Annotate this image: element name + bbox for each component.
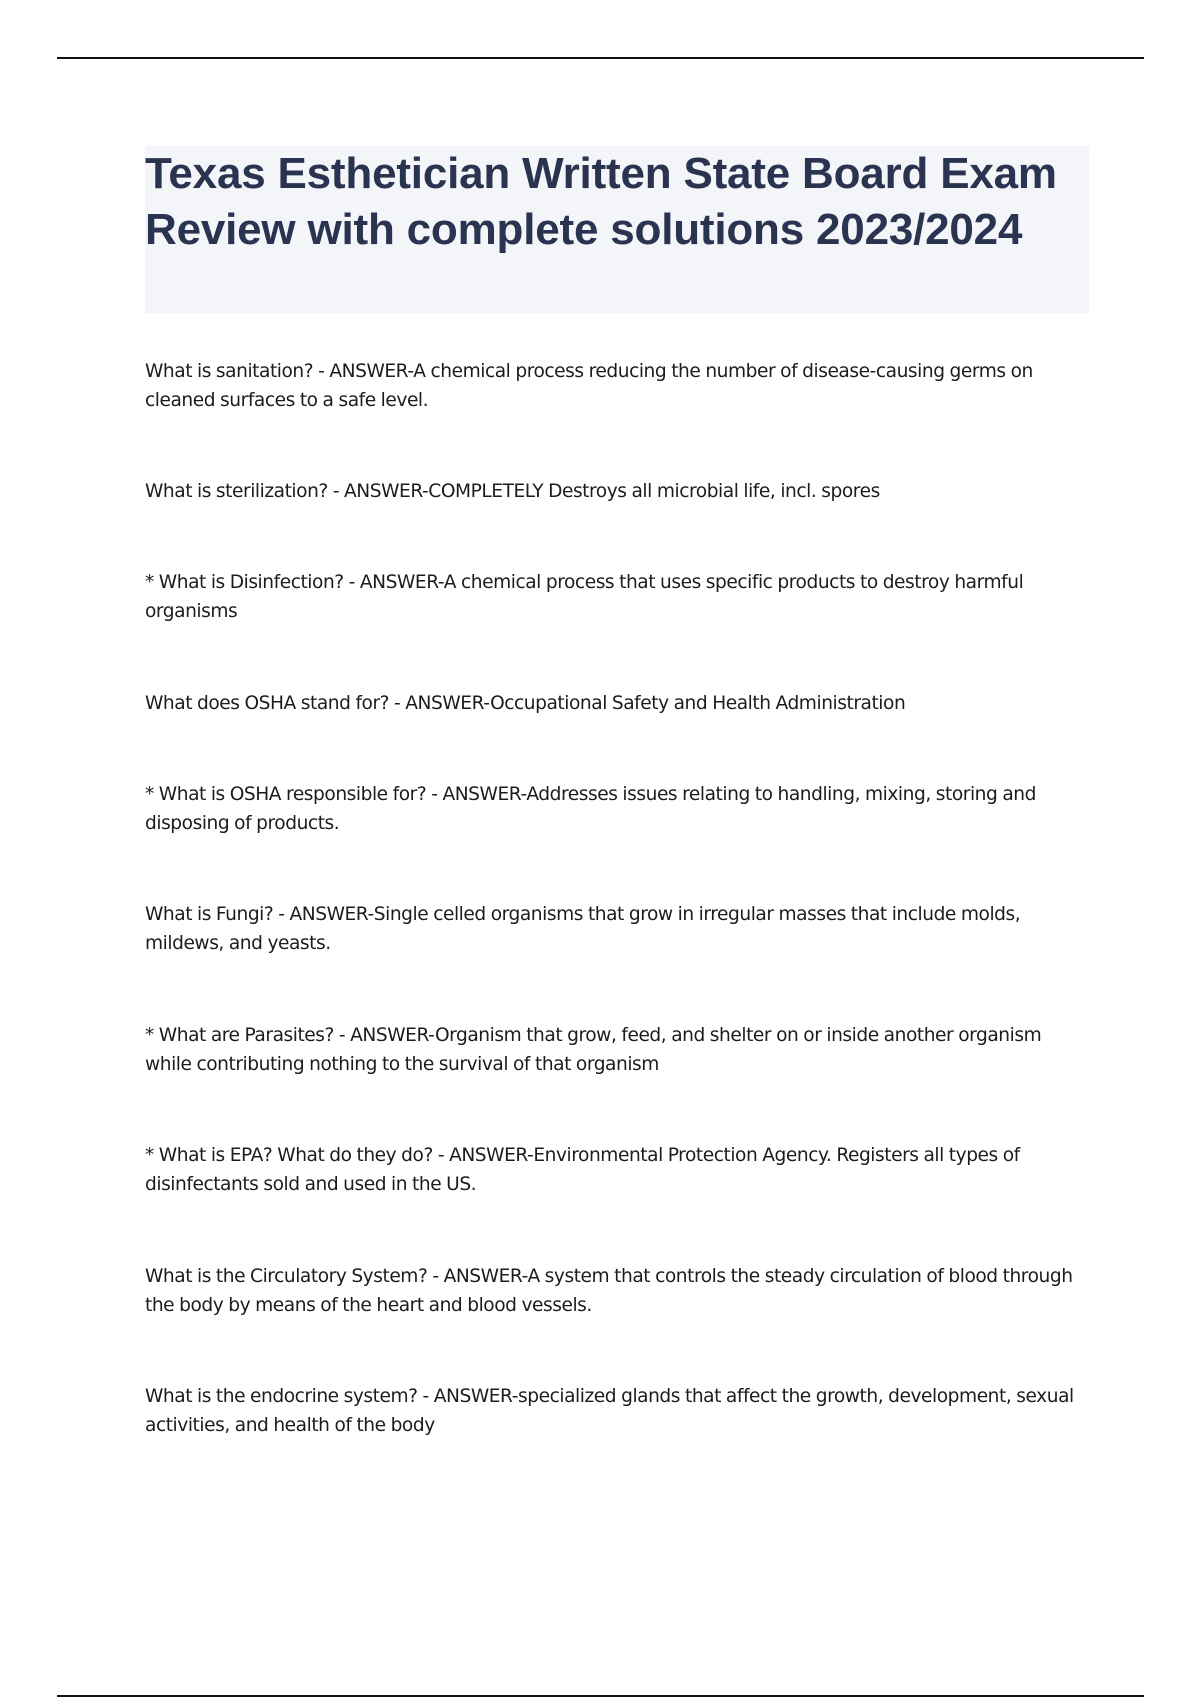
footer-rule [57, 1695, 1144, 1697]
qa-item-endocrine-system: What is the endocrine system? - ANSWER-specialized glands that affect the growth, development, sexual activities, and health of the body [145, 1386, 1074, 1436]
qa-item-osha-acronym: What does OSHA stand for? - ANSWER-Occupational Safety and Health Administration [145, 693, 906, 714]
qa-item-osha-responsibility: * What is OSHA responsible for? - ANSWER-Addresses issues relating to handling, mixing, storing and disposing of products. [145, 784, 1036, 834]
document-title: Texas Esthetician Written State Board Exam Review with complete solutions 2023/2024 [145, 149, 1057, 254]
title-banner [145, 146, 1089, 313]
qa-item-sterilization: What is sterilization? - ANSWER-COMPLETELY Destroys all microbial life, incl. spores [145, 481, 880, 502]
qa-item-sanitation: What is sanitation? - ANSWER-A chemical process reducing the number of disease-causing germs on cleaned surfaces to a safe level. [145, 361, 1033, 411]
qa-item-parasites: * What are Parasites? - ANSWER-Organism that grow, feed, and shelter on or inside another organism while contributing nothing to the survival of that organism [145, 1025, 1042, 1075]
header-rule [57, 57, 1144, 59]
qa-item-circulatory-system: What is the Circulatory System? - ANSWER-A system that controls the steady circulation of blood through the body by means of the heart and blood vessels. [145, 1266, 1073, 1316]
qa-item-epa: * What is EPA? What do they do? - ANSWER-Environmental Protection Agency. Registers all types of disinfectants sold and used in the US. [145, 1145, 1020, 1195]
qa-item-disinfection: * What is Disinfection? - ANSWER-A chemical process that uses specific products to destroy harmful organisms [145, 572, 1024, 622]
qa-item-fungi: What is Fungi? - ANSWER-Single celled organisms that grow in irregular masses that include molds, mildews, and yeasts. [145, 904, 1021, 954]
